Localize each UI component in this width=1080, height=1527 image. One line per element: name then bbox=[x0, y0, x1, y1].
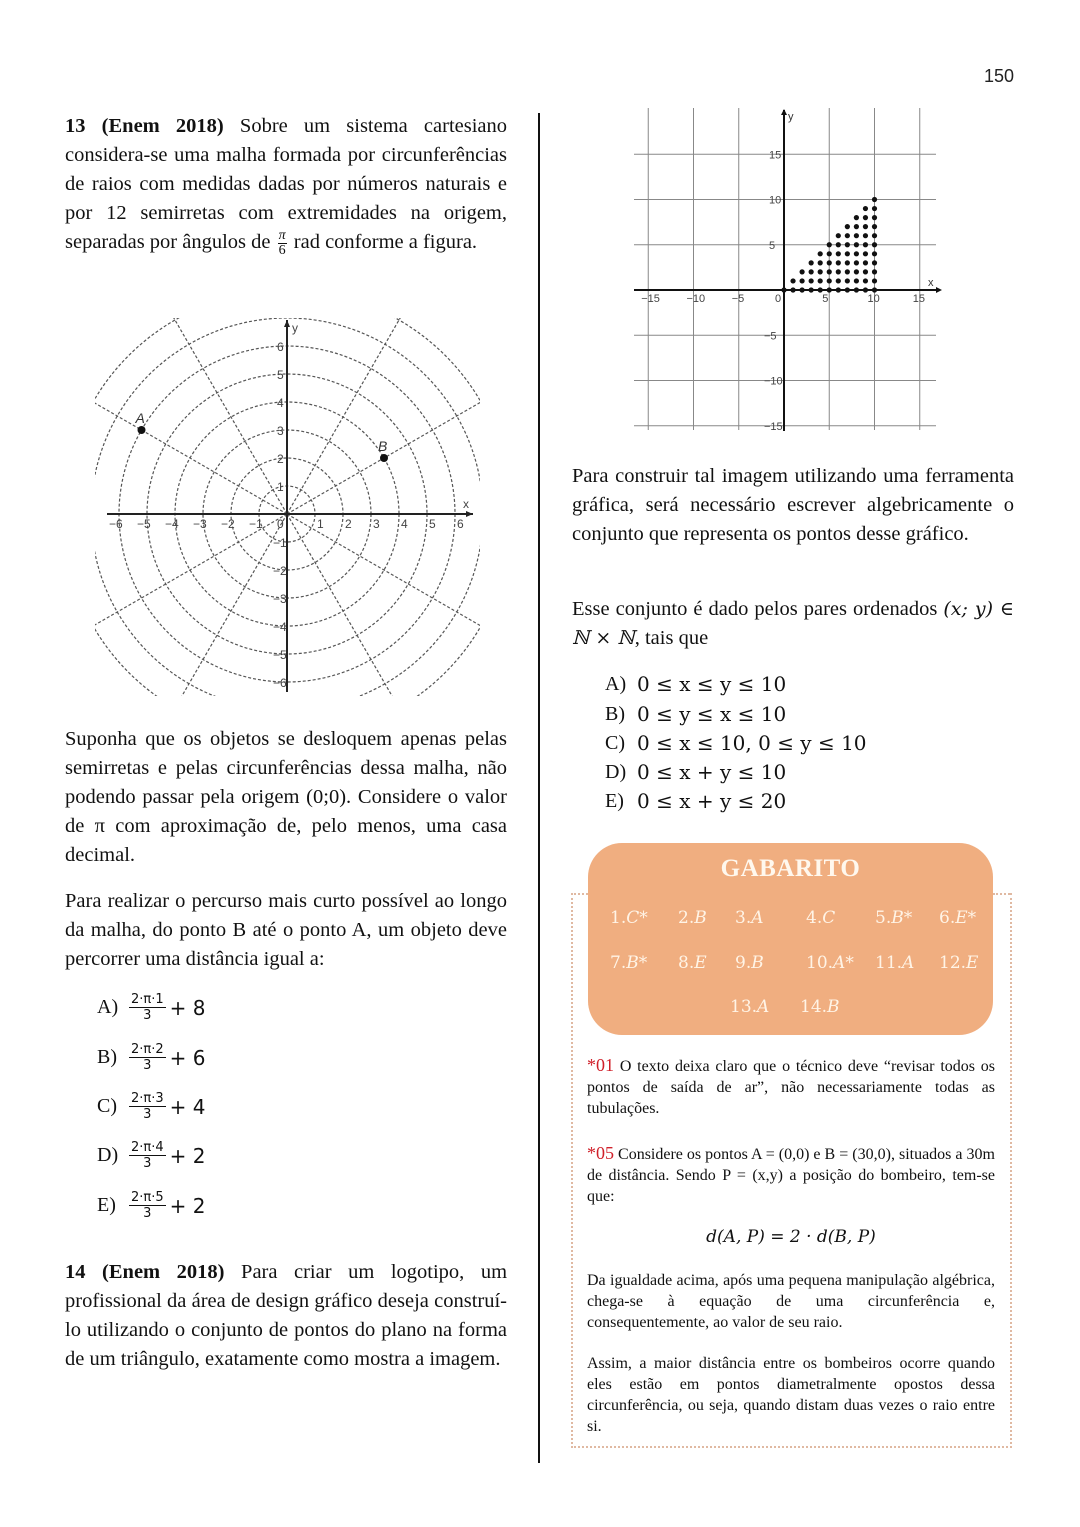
note-01-marker: *01 bbox=[587, 1055, 614, 1075]
data-dot bbox=[872, 242, 877, 247]
answer-letter: A* bbox=[833, 953, 854, 973]
q14-body-text: Para construir tal imagem utilizando uma ferramenta gráfica, será necessário escrever algebricamente o conjunto que representa os pontos desse gráfico. bbox=[572, 465, 1014, 545]
mesh-ray bbox=[95, 384, 287, 514]
answer-key-item bbox=[800, 997, 840, 1017]
data-dot bbox=[827, 287, 832, 292]
data-dot bbox=[863, 224, 868, 229]
q13-line: números naturais e por 12 semirretas bbox=[65, 173, 508, 224]
x-tick-label: 6 bbox=[457, 517, 464, 531]
triangle-dots-figure bbox=[630, 108, 942, 433]
note-01 bbox=[587, 1055, 995, 1119]
q13-paragraph-2 bbox=[65, 725, 507, 870]
y-tick-label: 15 bbox=[769, 149, 782, 162]
q13-line: ângulos de bbox=[182, 231, 271, 253]
y-tick-label: −5 bbox=[273, 648, 287, 662]
answer-key-title: GABARITO bbox=[720, 855, 861, 882]
q13-line: considera-se uma malha formada por bbox=[65, 144, 376, 166]
option-tail: + 8 bbox=[169, 995, 206, 1020]
data-dot bbox=[854, 242, 859, 247]
answer-number: 6. bbox=[939, 908, 956, 928]
q14-math-set: (x; y) ∈ ℕ × ℕ bbox=[572, 598, 1014, 649]
q14-paragraph-2 bbox=[572, 462, 1014, 549]
fraction-denominator: 3 bbox=[143, 1206, 152, 1221]
q14-option-e[interactable] bbox=[605, 789, 786, 813]
data-dot bbox=[845, 233, 850, 238]
option-fraction bbox=[129, 1190, 166, 1221]
x-tick-label: 3 bbox=[373, 517, 380, 531]
q14-option-d[interactable] bbox=[605, 760, 786, 784]
y-tick-label: 3 bbox=[277, 424, 284, 438]
x-axis-arrow bbox=[936, 287, 942, 293]
answer-key-item bbox=[678, 908, 707, 928]
y-axis-label: y bbox=[292, 321, 298, 335]
x-tick-label: −3 bbox=[193, 517, 207, 531]
answer-number: 3. bbox=[735, 908, 752, 928]
option-text: 0 ≤ x + y ≤ 10 bbox=[637, 760, 787, 784]
data-dot bbox=[854, 269, 859, 274]
data-dot bbox=[872, 206, 877, 211]
answer-number: 2. bbox=[678, 908, 695, 928]
y-axis-label: y bbox=[788, 111, 794, 123]
y-tick-label: −3 bbox=[273, 592, 287, 606]
page-number: 150 bbox=[984, 66, 1015, 86]
data-dot bbox=[809, 287, 814, 292]
q14-text: Para criar um logotipo, um profissional da área de design gráfico deseja construí-lo utilizando o conjunto de pontos do plano na forma de um triângulo, exatamente como mostra a imagem. bbox=[65, 1261, 508, 1370]
data-dot bbox=[872, 260, 877, 265]
data-dot bbox=[854, 278, 859, 283]
q14-option-b[interactable] bbox=[605, 702, 786, 726]
data-dot bbox=[854, 233, 859, 238]
option-text: 0 ≤ x ≤ y ≤ 10 bbox=[637, 672, 787, 696]
answer-key-item bbox=[875, 908, 912, 928]
data-dot bbox=[809, 278, 814, 283]
data-dot bbox=[845, 287, 850, 292]
option-label: A) bbox=[605, 672, 627, 695]
data-dot bbox=[872, 251, 877, 256]
x-tick-label: 2 bbox=[345, 517, 352, 531]
answer-letter: C bbox=[822, 908, 836, 928]
data-dot bbox=[818, 287, 823, 292]
option-label: B) bbox=[97, 1046, 117, 1068]
angle-numerator: π bbox=[278, 227, 286, 243]
answer-key-item bbox=[730, 997, 769, 1017]
x-tick-label: 0 bbox=[277, 517, 284, 531]
fraction-numerator: 2·π·2 bbox=[131, 1042, 164, 1057]
answer-key-item bbox=[939, 953, 978, 973]
q14-number: 14 bbox=[65, 1261, 86, 1283]
angle-fraction bbox=[278, 229, 287, 258]
option-label: C) bbox=[97, 1095, 117, 1117]
data-dot bbox=[827, 260, 832, 265]
q13-option-e[interactable] bbox=[97, 1190, 205, 1221]
q13-line: com extremidades na origem, separadas por bbox=[65, 202, 508, 253]
point-a bbox=[138, 426, 146, 434]
answer-letter: A bbox=[751, 908, 764, 928]
x-tick-label: −4 bbox=[165, 517, 179, 531]
answer-key-item bbox=[875, 953, 914, 973]
fraction-denominator: 3 bbox=[143, 1058, 152, 1073]
data-dot bbox=[872, 233, 877, 238]
x-tick-label: 10 bbox=[867, 293, 880, 305]
point-b bbox=[380, 454, 388, 462]
y-tick-label: 6 bbox=[277, 340, 284, 354]
q13-line: circunferências de raios com medidas dadas por bbox=[65, 144, 507, 195]
x-tick-label: 1 bbox=[317, 517, 324, 531]
data-dot bbox=[836, 260, 841, 265]
data-dot bbox=[800, 269, 805, 274]
data-dot bbox=[818, 269, 823, 274]
data-dot bbox=[863, 287, 868, 292]
data-dot bbox=[800, 278, 805, 283]
answer-number: 9. bbox=[735, 953, 752, 973]
q13-option-b[interactable] bbox=[97, 1042, 205, 1073]
option-label: A) bbox=[97, 996, 119, 1018]
data-dot bbox=[836, 233, 841, 238]
note-05-paragraph-2: Da igualdade acima, após uma pequena manipulação algébrica, chega-se à equação de uma circunferência e, consequentemente, ao valor de seu raio. bbox=[587, 1272, 995, 1331]
y-tick-label: −1 bbox=[273, 536, 287, 550]
data-dot bbox=[854, 224, 859, 229]
fraction-numerator: 2·π·1 bbox=[131, 992, 164, 1007]
x-tick-label: −15 bbox=[641, 293, 660, 305]
option-label: C) bbox=[605, 731, 625, 754]
data-dot bbox=[854, 215, 859, 220]
q13-option-a[interactable] bbox=[97, 992, 205, 1023]
option-label: E) bbox=[97, 1194, 116, 1216]
answer-letter: B bbox=[694, 908, 707, 928]
answer-number: 13. bbox=[730, 997, 758, 1017]
answer-number: 7. bbox=[610, 953, 627, 973]
note-05-formula: d(A, P) = 2 · d(B, P) bbox=[706, 1227, 876, 1247]
data-dot bbox=[818, 260, 823, 265]
y-tick-label: −2 bbox=[273, 564, 287, 578]
answer-letter: B* bbox=[891, 908, 913, 928]
data-dot bbox=[863, 206, 868, 211]
data-dot bbox=[845, 224, 850, 229]
y-axis-arrow bbox=[781, 109, 787, 115]
data-dot bbox=[836, 242, 841, 247]
data-dot bbox=[872, 215, 877, 220]
q13-line: rad conforme a figura. bbox=[293, 231, 478, 253]
data-dot bbox=[827, 251, 832, 256]
data-dot bbox=[827, 242, 832, 247]
data-dot bbox=[818, 278, 823, 283]
answer-key-item bbox=[939, 908, 976, 928]
x-tick-label: 15 bbox=[912, 293, 925, 305]
note-05-text: Considere os pontos A = (0,0) e B = (30,0), situados a 30m de distância. Sendo P = (x,y) a posição do bombeiro, tem-se que: bbox=[587, 1146, 996, 1205]
q14-question-suffix: , tais que bbox=[634, 627, 709, 649]
option-fraction bbox=[129, 1140, 166, 1171]
data-dot bbox=[854, 251, 859, 256]
point-label: B bbox=[377, 438, 388, 454]
x-tick-label: 5 bbox=[822, 293, 829, 305]
y-tick-label: 4 bbox=[277, 396, 284, 410]
data-dot bbox=[872, 278, 877, 283]
answer-key-box bbox=[588, 843, 993, 1035]
fraction-denominator: 3 bbox=[143, 1107, 152, 1122]
answer-number: 5. bbox=[875, 908, 892, 928]
option-fraction bbox=[129, 1091, 166, 1122]
data-dot bbox=[836, 278, 841, 283]
option-text: 0 ≤ x ≤ 10, 0 ≤ y ≤ 10 bbox=[637, 731, 867, 755]
option-tail: + 4 bbox=[169, 1094, 206, 1119]
data-dot bbox=[863, 215, 868, 220]
x-tick-label: −10 bbox=[686, 293, 706, 305]
option-tail: + 2 bbox=[169, 1143, 206, 1168]
option-tail: + 2 bbox=[169, 1193, 206, 1218]
answer-key-item bbox=[806, 908, 835, 928]
answer-number: 14. bbox=[800, 997, 828, 1017]
answer-number: 10. bbox=[806, 953, 834, 973]
q14-question-prefix: Esse conjunto é dado pelos pares ordenados bbox=[572, 598, 938, 620]
angle-denominator: 6 bbox=[278, 242, 286, 258]
option-text: 0 ≤ y ≤ x ≤ 10 bbox=[637, 702, 787, 726]
mesh-ray bbox=[95, 514, 287, 644]
y-tick-label: 1 bbox=[277, 480, 284, 494]
answer-letter: A bbox=[902, 953, 915, 973]
data-dot bbox=[809, 260, 814, 265]
answer-letter: B bbox=[751, 953, 764, 973]
answer-letter: E* bbox=[955, 908, 977, 928]
data-dot bbox=[872, 224, 877, 229]
data-dot bbox=[845, 242, 850, 247]
data-dot bbox=[863, 251, 868, 256]
q13-option-c[interactable] bbox=[97, 1091, 205, 1122]
answer-key-item bbox=[610, 953, 647, 973]
x-tick-label: 4 bbox=[401, 517, 408, 531]
option-label: B) bbox=[605, 702, 625, 725]
y-tick-label: 2 bbox=[277, 452, 284, 466]
answer-key-item bbox=[806, 953, 854, 973]
data-dot bbox=[863, 269, 868, 274]
answer-number: 4. bbox=[806, 908, 823, 928]
option-label: D) bbox=[97, 1144, 119, 1166]
data-dot bbox=[845, 260, 850, 265]
q14-question-text bbox=[572, 595, 1014, 653]
fraction-denominator: 3 bbox=[143, 1156, 152, 1171]
y-tick-label: 5 bbox=[769, 239, 776, 252]
option-fraction bbox=[129, 992, 166, 1023]
column-divider bbox=[538, 113, 540, 1463]
data-dot bbox=[790, 287, 795, 292]
x-tick-label: −6 bbox=[109, 517, 123, 531]
answer-letter: B* bbox=[626, 953, 648, 973]
answer-key-item bbox=[735, 908, 764, 928]
answer-number: 1. bbox=[610, 908, 627, 928]
answer-letter: E bbox=[966, 953, 979, 973]
answer-letter: B bbox=[827, 997, 840, 1017]
x-tick-label: −1 bbox=[249, 517, 263, 531]
note-05 bbox=[587, 1143, 995, 1207]
x-tick-label: 5 bbox=[429, 517, 436, 531]
note-05-paragraph-3: Assim, a maior distância entre os bombeiros ocorre quando eles estão em pontos diametralmente opostos dessa circunferência, ou seja, quando distam duas vezes o raio entre si. bbox=[587, 1355, 995, 1435]
q14-paragraph-3 bbox=[572, 595, 1014, 653]
x-tick-label: 0 bbox=[775, 293, 782, 305]
y-tick-label: 5 bbox=[277, 368, 284, 382]
answer-letter: A bbox=[757, 997, 770, 1017]
x-tick-label: −5 bbox=[137, 517, 151, 531]
data-dot bbox=[863, 278, 868, 283]
x-axis-label: x bbox=[463, 497, 469, 511]
data-dot bbox=[800, 287, 805, 292]
x-tick-label: −5 bbox=[731, 293, 745, 305]
data-dot bbox=[863, 260, 868, 265]
option-label: E) bbox=[605, 789, 624, 812]
answer-key-item bbox=[610, 908, 648, 928]
fraction-denominator: 3 bbox=[143, 1008, 152, 1023]
data-dot bbox=[827, 269, 832, 274]
q13-body-text: Suponha que os objetos se desloquem apenas pelas semirretas e pelas circunferências dessa malha, não podendo passar pela origem (0;0). Considere o valor de π com aproximação de, pelo menos, uma casa decimal. bbox=[65, 728, 507, 866]
x-tick-label: −2 bbox=[221, 517, 235, 531]
answer-letter: E bbox=[694, 953, 707, 973]
question-14-intro bbox=[65, 1258, 507, 1374]
data-dot bbox=[827, 278, 832, 283]
q14-option-a[interactable] bbox=[605, 672, 786, 696]
y-tick-label: −6 bbox=[273, 676, 287, 690]
data-dot bbox=[854, 260, 859, 265]
answer-key-item bbox=[678, 953, 707, 973]
q14-option-c[interactable] bbox=[605, 731, 867, 755]
data-dot bbox=[863, 233, 868, 238]
x-axis-label: x bbox=[928, 277, 934, 289]
data-dot bbox=[845, 278, 850, 283]
answer-number: 12. bbox=[939, 953, 967, 973]
data-dot bbox=[845, 251, 850, 256]
y-tick-label: −4 bbox=[273, 620, 287, 634]
data-dot bbox=[863, 242, 868, 247]
data-dot bbox=[854, 287, 859, 292]
q13-source: (Enem 2018) bbox=[101, 115, 224, 137]
note-05-marker: *05 bbox=[587, 1143, 614, 1163]
question-13-intro bbox=[65, 112, 507, 258]
data-dot bbox=[836, 269, 841, 274]
polar-mesh-figure bbox=[95, 318, 480, 696]
q13-number: 13 bbox=[65, 115, 86, 137]
data-dot bbox=[818, 251, 823, 256]
q13-question-text: Para realizar o percurso mais curto possível ao longo da malha, do ponto B até o ponto A, um objeto deve percorrer uma distância igual a: bbox=[65, 890, 507, 970]
fraction-numerator: 2·π·4 bbox=[131, 1140, 164, 1155]
q13-intro-text bbox=[65, 112, 507, 258]
q14-source: (Enem 2018) bbox=[102, 1261, 225, 1283]
option-fraction bbox=[129, 1042, 166, 1073]
y-tick-label: −10 bbox=[764, 375, 783, 388]
data-dot bbox=[872, 287, 877, 292]
answer-number: 8. bbox=[678, 953, 695, 973]
data-dot bbox=[836, 251, 841, 256]
option-text: 0 ≤ x + y ≤ 20 bbox=[637, 789, 787, 813]
point-label: A bbox=[135, 410, 145, 426]
answer-letter: C* bbox=[626, 908, 648, 928]
y-axis-arrow bbox=[284, 320, 290, 327]
fraction-numerator: 2·π·5 bbox=[131, 1190, 164, 1205]
answer-number: 11. bbox=[875, 953, 903, 973]
q13-line: Sobre um sistema cartesiano bbox=[239, 115, 508, 137]
data-dot bbox=[790, 278, 795, 283]
mesh-ray bbox=[287, 514, 480, 644]
option-tail: + 6 bbox=[169, 1045, 206, 1070]
data-dot bbox=[872, 197, 877, 202]
q13-paragraph-3 bbox=[65, 887, 507, 974]
data-dot bbox=[809, 269, 814, 274]
data-dot bbox=[836, 287, 841, 292]
answer-key-item bbox=[735, 953, 764, 973]
q13-option-d[interactable] bbox=[97, 1140, 205, 1171]
data-dot bbox=[781, 287, 786, 292]
x-axis-arrow bbox=[466, 511, 473, 517]
data-dot bbox=[845, 269, 850, 274]
q14-intro-text bbox=[65, 1258, 507, 1374]
fraction-numerator: 2·π·3 bbox=[131, 1091, 164, 1106]
y-tick-label: −5 bbox=[764, 330, 777, 343]
y-tick-label: 10 bbox=[769, 194, 782, 207]
data-dot bbox=[872, 269, 877, 274]
option-label: D) bbox=[605, 760, 627, 783]
note-01-text: O texto deixa claro que o técnico deve “revisar todos os pontos de saída de ar”, não necessariamente todas as tubulações. bbox=[587, 1058, 996, 1117]
y-tick-label: −15 bbox=[764, 420, 783, 433]
